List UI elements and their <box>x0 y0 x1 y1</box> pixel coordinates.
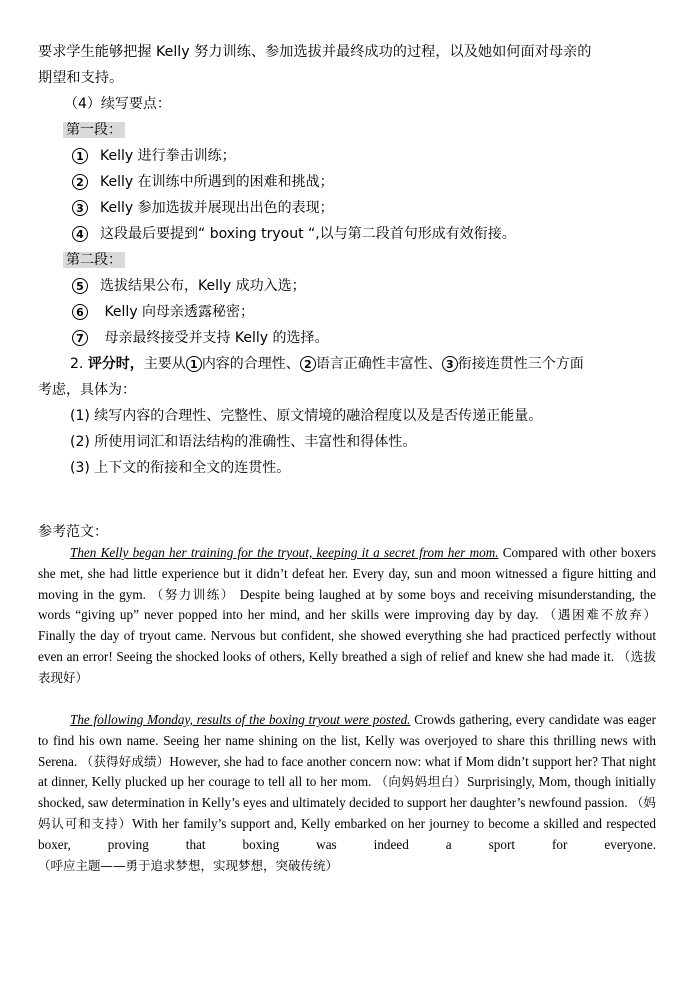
scoring-t2: 语言正确性丰富性、 <box>315 356 442 372</box>
essay-note: （努力训练） <box>150 586 235 602</box>
point-text: Kelly 向母亲透露秘密； <box>100 304 255 320</box>
scoring-item-2: (2) 所使用词汇和语法结构的准确性、丰富性和得体性。 <box>70 434 417 450</box>
circle-number: 1 <box>72 148 88 164</box>
essay-text: With her family’s support and, Kelly embarked on her journey to become a skilled and respected boxer, proving that boxing was indeed a sport for everyone. <box>38 815 656 852</box>
point-1 <box>72 146 236 166</box>
para1-label: 第一段： <box>63 122 125 138</box>
point-4 <box>72 224 516 244</box>
para2-label: 第二段： <box>63 252 125 268</box>
essay-note: （获得好成绩） <box>80 753 170 769</box>
essay-text: Despite being laughed at by some boys and receiving misunderstanding, the words “giving up” never popped into her mind, and her skills were improving day by day. <box>38 586 656 623</box>
paragraph-2-first-sentence: The following Monday, results of the boxing tryout were posted. <box>70 712 411 727</box>
section-4-heading: （4）续写要点： <box>64 96 171 112</box>
essay-text: Crowds gathering, every candidate was eager to find his own name. Seeing her name shining on the list, Kelly was overjoyed to share this thrilling news with Serena. <box>38 712 656 769</box>
scoring-t1: 内容的合理性、 <box>201 356 300 372</box>
reference-heading: 参考范文： <box>38 524 108 540</box>
circle-number: 3 <box>72 200 88 216</box>
essay-text: However, she had to face another concern now: what if Mom didn’t support her? That night at dinner, Kelly plucked up her courage to tell all to her mom. <box>38 753 656 790</box>
scoring-text-a: 主要从 <box>143 356 186 372</box>
point-3 <box>72 198 334 218</box>
point-text: 选拔结果公布，Kelly 成功入选； <box>100 278 306 294</box>
point-text: Kelly 参加选拔并展现出出色的表现； <box>100 200 334 216</box>
point-6 <box>72 302 254 322</box>
scoring-line-1 <box>70 354 584 374</box>
para1-heading <box>63 120 125 140</box>
point-text: 这段最后要提到“ boxing tryout “,以与第二段首句形成有效衔接。 <box>100 226 516 242</box>
essay-paragraph-2 <box>38 710 656 876</box>
point-2 <box>72 172 334 192</box>
circle-number: 4 <box>72 226 88 242</box>
essay-text: Finally the day of tryout came. Nervous but confident, she showed everything she had practiced perfectly without even an error! Seeing the shocked looks of others, Kelly breathed a sigh of relief and knew she had made it. <box>38 628 656 664</box>
circle-number: 5 <box>72 278 88 294</box>
point-text: Kelly 在训练中所遇到的困难和挑战； <box>100 174 334 190</box>
essay-text: Surprisingly, Mom, though initially shocked, saw determination in Kelly’s eyes and ultimately decided to support her daughter’s newfound passion. <box>38 774 656 811</box>
essay-paragraph-1 <box>38 543 656 689</box>
scoring-bold: 评分时， <box>87 356 144 372</box>
scoring-number: 2. <box>70 356 84 372</box>
scoring-item-1: (1) 续写内容的合理性、完整性、原文情境的融洽程度以及是否传递正能量。 <box>70 408 543 424</box>
essay-note: （呼应主题——勇于追求梦想，实现梦想，突破传统） <box>38 857 339 873</box>
circle-number: 2 <box>300 356 316 372</box>
essay-note: （妈妈认可和支持） <box>38 795 656 831</box>
circle-number: 3 <box>442 356 458 372</box>
point-5 <box>72 276 306 296</box>
circle-number: 7 <box>72 330 88 346</box>
intro-line-2: 期望和支持。 <box>38 70 124 86</box>
point-7 <box>72 328 329 348</box>
scoring-line-2: 考虑，具体为： <box>38 382 136 398</box>
circle-number: 2 <box>72 174 88 190</box>
point-text: 母亲最终接受并支持 Kelly 的选择。 <box>100 330 329 346</box>
point-text: Kelly 进行拳击训练； <box>100 148 236 164</box>
intro-line-1: 要求学生能够把握 Kelly 努力训练、参加选拔并最终成功的过程，以及她如何面对母亲的 <box>38 44 592 60</box>
scoring-t3: 衔接连贯性三个方面 <box>457 356 584 372</box>
circle-number: 6 <box>72 304 88 320</box>
essay-note: （遇困难不放弃） <box>543 607 656 623</box>
paragraph-1-first-sentence: Then Kelly began her training for the tryout, keeping it a secret from her mom. <box>70 545 499 560</box>
essay-note: （选拔表现好） <box>38 648 656 685</box>
circle-number: 1 <box>186 356 202 372</box>
essay-text: Compared with other boxers she met, she had little experience but it didn’t defeat her. Every day, sun and moon witnessed a figure hitting and moving in the gym. <box>38 545 656 602</box>
essay-note: （向妈妈坦白） <box>375 774 468 790</box>
para2-heading <box>63 250 125 270</box>
scoring-item-3: (3) 上下文的衔接和全文的连贯性。 <box>70 460 291 476</box>
